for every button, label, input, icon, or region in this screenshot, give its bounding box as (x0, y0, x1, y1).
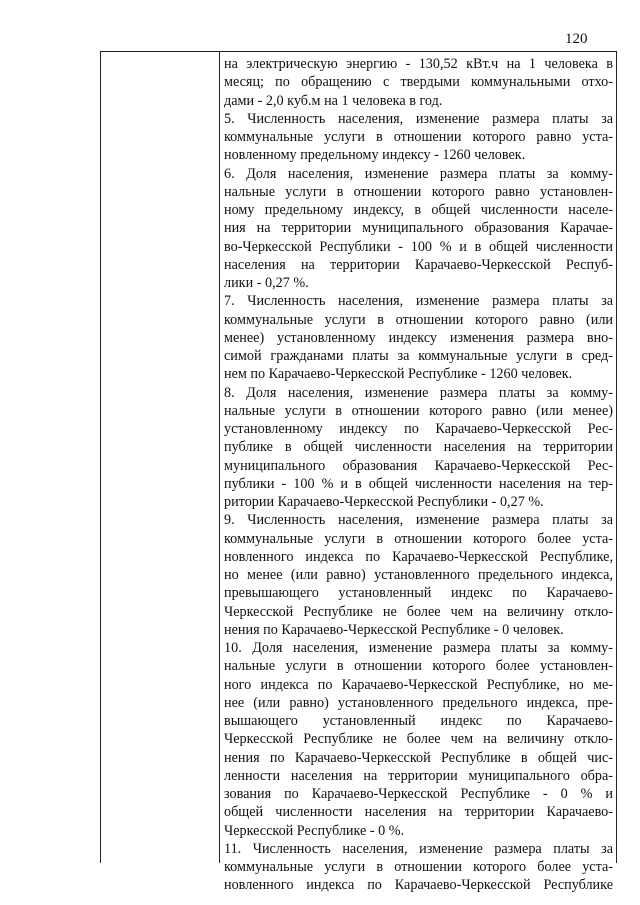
text-line: на электрическую энергию - 130,52 кВт.ч на 1 человека в (224, 56, 613, 72)
text-line: новленному предельному индексу - 1260 человек. (224, 147, 526, 164)
text-line: общей численности населения на территории Карачаево- (224, 804, 613, 821)
text-line: 11. Численность населения, изменение размера платы за (224, 840, 613, 857)
text-line: нальные услуги в отношении которого более установлен- (224, 658, 613, 675)
text-line: 6. Доля населения, изменение размера платы за комму- (224, 165, 613, 182)
text-line: коммунальные услуги в отношении которого равно (или (224, 311, 613, 328)
text-line: муниципального образования Карачаево-Черкесской Рес- (224, 457, 613, 474)
text-line: дами - 2,0 куб.м на 1 человека в год. (224, 92, 443, 109)
text-line: публики - 100 % и в общей численности населения на тер- (224, 475, 613, 492)
text-line: ритории Карачаево-Черкесской Республики - 0,27 %. (224, 494, 544, 510)
text-line: ному предельному индексу, в общей численности населе- (224, 202, 613, 218)
text-line: ного индекса по Карачаево-Черкесской Республике, но ме- (224, 676, 613, 693)
text-line: ленности населения на территории муниципального обра- (224, 767, 613, 784)
text-line: Черкесской Республике - 0 %. (224, 822, 405, 839)
text-line: во-Черкесской Республики - 100 % и в общей численности (224, 238, 613, 255)
text-line: нальные услуги в отношении которого равно установлен- (224, 183, 613, 200)
text-line: населения на территории Карачаево-Черкесской Респуб- (224, 256, 613, 273)
text-line: новленного индекса по Карачаево-Черкесской Республике, (224, 548, 613, 565)
text-line: зования по Карачаево-Черкесской Республике - 0 % и (224, 786, 613, 802)
text-line: вышающего установленный индекс по Карачаево- (224, 713, 613, 729)
text-line: 10. Доля населения, изменение размера платы за комму- (224, 640, 613, 656)
text-line: коммунальные услуги в отношении которого равно уста- (224, 129, 613, 145)
text-line: месяц; по обращению с твердыми коммунальными отхо- (224, 74, 613, 91)
text-line: лики - 0,27 %. (224, 275, 309, 291)
text-line: Черкесской Республике не более чем на величину откло- (224, 603, 613, 620)
table-text-cell (224, 55, 613, 895)
text-line: нения по Карачаево-Черкесской Республике - 0 человек. (224, 621, 564, 638)
text-line: менее) установленному индексу изменения размера вно- (224, 329, 613, 346)
text-line: Черкесской Республике не более чем на величину откло- (224, 731, 613, 748)
text-line: нения по Карачаево-Черкесской Республике в общей чис- (224, 749, 613, 766)
text-line: установленному индексу по Карачаево-Черкесской Рес- (224, 421, 613, 437)
text-line: 7. Численность населения, изменение размера платы за (224, 293, 613, 310)
text-line: превышающего установленный индекс по Карачаево- (224, 585, 613, 602)
text-line: коммунальные услуги в отношении которого более уста- (224, 859, 613, 875)
text-line: нее (или равно) установленного предельного индекса, пре- (224, 694, 613, 711)
text-line: коммунальные услуги в отношении которого более уста- (224, 530, 613, 547)
text-line: новленного индекса по Карачаево-Черкесской Республике (224, 877, 613, 894)
text-line: но менее (или равно) установленного предельного индекса, (224, 567, 613, 583)
text-line: нальные услуги в отношении которого равно (или менее) (224, 402, 613, 419)
text-line: публике в общей численности населения на территории (224, 439, 613, 456)
text-line: ния на территории муниципального образования Карачае- (224, 220, 613, 237)
text-line: нем по Карачаево-Черкесской Республике - 1260 человек. (224, 366, 573, 383)
page-number: 120 (565, 31, 588, 47)
text-line: симой гражданами платы за коммунальные услуги в сред- (224, 348, 613, 364)
text-line: 8. Доля населения, изменение размера платы за комму- (224, 384, 613, 401)
text-line: 9. Численность населения, изменение размера платы за (224, 512, 613, 529)
column-divider (219, 51, 220, 863)
text-line: 5. Численность населения, изменение размера платы за (224, 110, 613, 127)
